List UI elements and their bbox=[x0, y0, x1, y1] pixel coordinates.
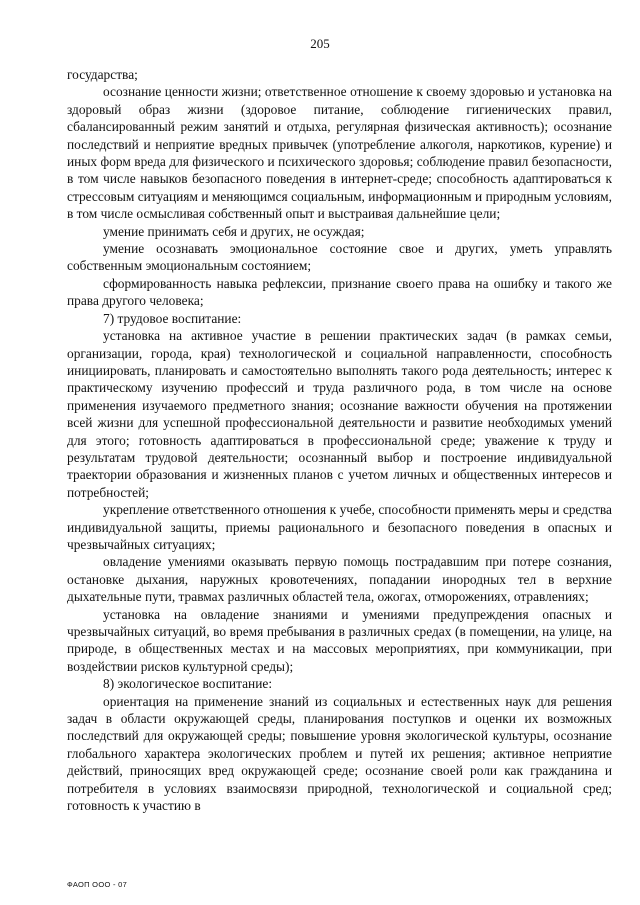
paragraph: осознание ценности жизни; ответственное отношение к своему здоровью и установка на здоровый образ жизни (здоровое питание, соблюдение гигиенических правил, сбалансированный режим занятий и отдыха, регулярная физическая активность); осознание последствий и неприятие вредных привычек (употребление алкоголя, наркотиков, курение) и иных форм вреда для физического и психического здоровья; соблюдение правил безопасности, в том числе навыков безопасного поведения в интернет-среде; способность адаптироваться к стрессовым ситуациям и меняющимся социальным, информационным и природным условиям, в том числе осмысливая собственный опыт и выстраивая дальнейшие цели; bbox=[67, 84, 612, 222]
paragraph: ориентация на применение знаний из социальных и естественных наук для решения задач в области окружающей среды, планирования поступков и оценки их возможных последствий для окружающей среды; повышение уровня экологической культуры, осознание глобального характера экологических проблем и путей их решения; активное неприятие действий, приносящих вред окружающей среде; осознание своей роли как гражданина и потребителя в условиях взаимосвязи природной, технологической и социальной сред; готовность к участию в bbox=[67, 693, 612, 814]
page-number: 205 bbox=[310, 36, 330, 51]
section-heading: 8) экологическое воспитание: bbox=[103, 676, 273, 692]
paragraph: сформированность навыка рефлексии, признание своего права на ошибку и такого же права другого человека; bbox=[67, 275, 612, 309]
paragraph: умение принимать себя и других, не осуждая; bbox=[103, 223, 365, 239]
body-text bbox=[67, 66, 612, 814]
paragraph: овладение умениями оказывать первую помощь пострадавшим при потере сознания, остановке дыхания, наружных кровотечениях, попадании инородных тел в верхние дыхательные пути, травмах различных областей тела, ожогах, отморожениях, отравлениях; bbox=[67, 554, 612, 605]
paragraph: укрепление ответственного отношения к учебе, способности применять меры и средства индивидуальной защиты, приемы рационального и безопасного поведения в опасных и чрезвычайных ситуациях; bbox=[67, 502, 612, 552]
section-heading: 7) трудовое воспитание: bbox=[103, 310, 242, 326]
paragraph: установка на овладение знаниями и умениями предупреждения опасных и чрезвычайных ситуаций, во время пребывания в различных средах (в помещении, на улице, на природе, в общественных местах и на массовых мероприятиях, при коммуникации, при воздействии рисков культурной среды); bbox=[67, 606, 612, 674]
document-footer: ФАОП ООО - 07 bbox=[67, 880, 128, 889]
paragraph: умение осознавать эмоциональное состояние свое и других, уметь управлять собственным эмоциональным состоянием; bbox=[67, 241, 612, 274]
paragraph: установка на активное участие в решении практических задач (в рамках семьи, организации, города, края) технологической и социальной направленности, способность инициировать, планировать и самостоятельно выполнять такого рода деятельность; интерес к практическому изучению профессий и труда различного рода, в том числе на основе применения изучаемого предметного знания; осознание важности обучения на протяжении всей жизни для успешной профессиональной деятельности и развитие необходимых умений для этого; готовность адаптироваться в профессиональной среде; уважение к труду и результатам трудовой деятельности; осознанный выбор и построение индивидуальной траектории образования и жизненных планов с учетом личных и общественных интересов и потребностей; bbox=[67, 328, 612, 500]
paragraph: государства; bbox=[67, 67, 138, 82]
